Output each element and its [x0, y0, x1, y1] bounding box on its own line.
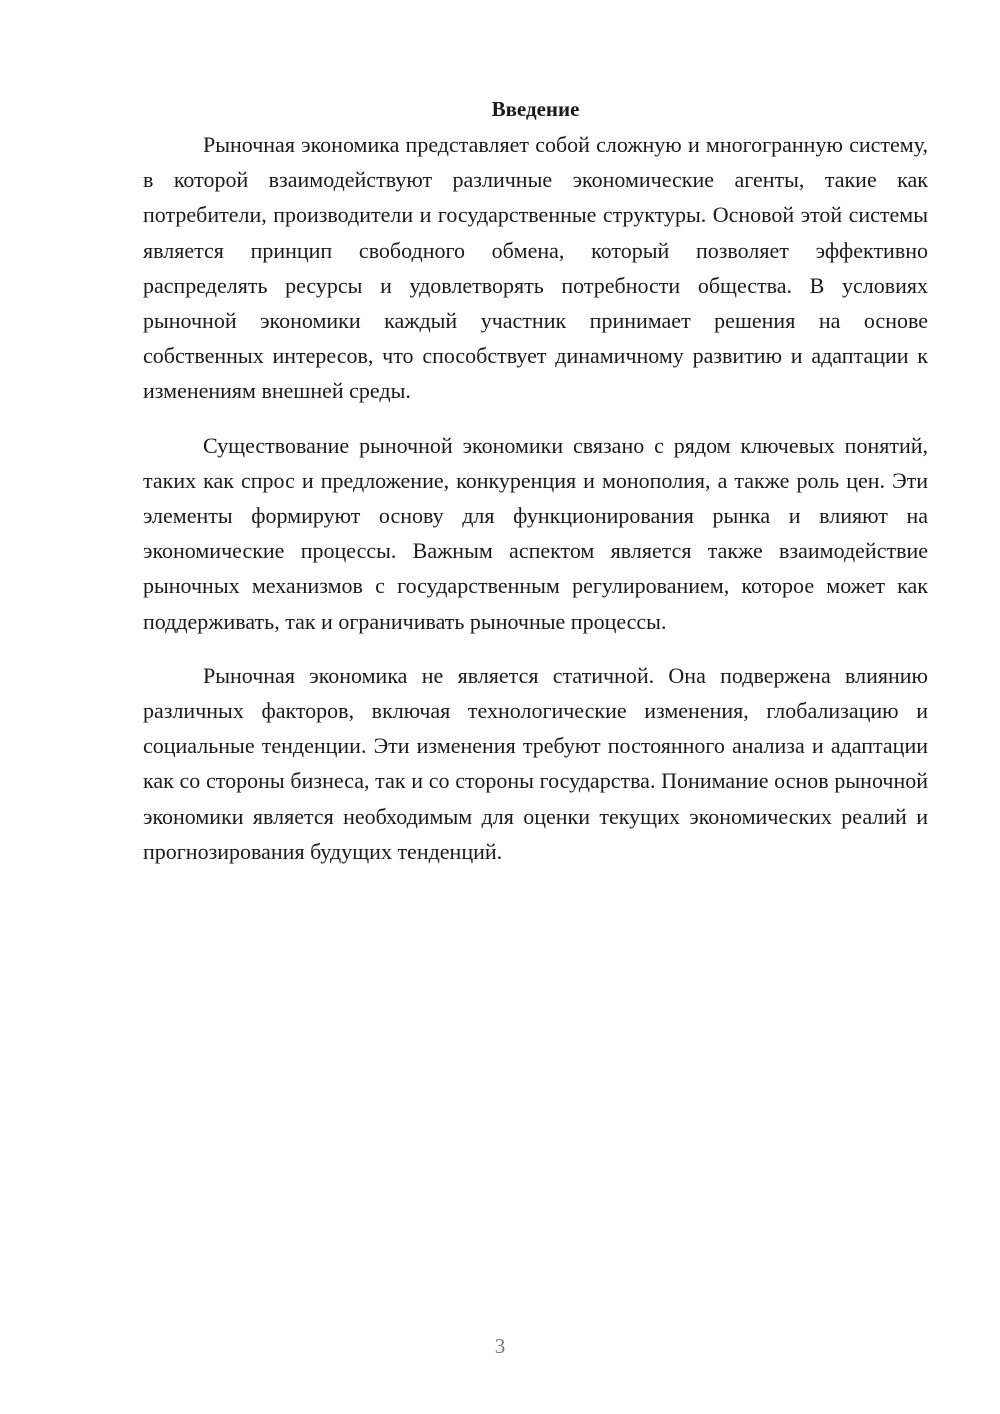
page-content: [143, 92, 928, 888]
section-title: Введение: [491, 97, 580, 121]
paragraph-1: Рыночная экономика представляет собой сложную и многогранную систему, в которой взаимодействуют различные экономические агенты, такие как потребители, производители и государственные структуры. Основой этой системы является принцип свободного обмена, который позволяет эффективно распределять ресурсы и удовлетворять потребности общества. В условиях рыночной экономики каждый участник принимает решения на основе собственных интересов, что способствует динамичному развитию и адаптации к изменениям внешней среды.: [143, 132, 928, 404]
paragraph-2: Существование рыночной экономики связано с рядом ключевых понятий, таких как спрос и предложение, конкуренция и монополия, а также роль цен. Эти элементы формируют основу для функционирования рынка и влияют на экономические процессы. Важным аспектом является также взаимодействие рыночных механизмов с государственным регулированием, которое может как поддерживать, так и ограничивать рыночные процессы.: [143, 432, 928, 634]
page-number: 3: [494, 1334, 506, 1358]
paragraph-3: Рыночная экономика не является статичной. Она подвержена влиянию различных факторов, включая технологические изменения, глобализацию и социальные тенденции. Эти изменения требуют постоянного анализа и адаптации как со стороны бизнеса, так и со стороны государства. Понимание основ рыночной экономики является необходимым для оценки текущих экономических реалий и прогнозирования будущих тенденций.: [143, 662, 928, 864]
